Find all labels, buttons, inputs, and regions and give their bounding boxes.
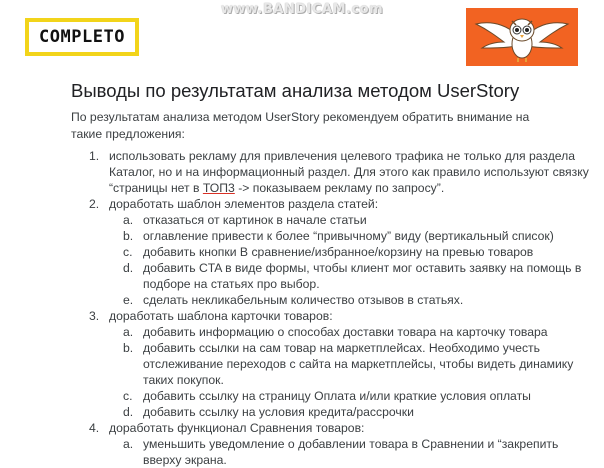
item-number: 3. bbox=[89, 309, 100, 323]
sub-item-letter: c. bbox=[123, 389, 133, 403]
sub-item-letter: a. bbox=[123, 437, 134, 451]
sub-item-text: добавить ссылку на страницу Оплата и/или краткие условия оплаты bbox=[143, 389, 531, 403]
item-text: доработать шаблон элементов раздела статей: bbox=[109, 197, 379, 211]
completo-logo bbox=[25, 18, 139, 56]
sub-item-text: добавить ссылку на условия кредита/рассрочки bbox=[143, 405, 414, 419]
sub-list-item bbox=[71, 436, 591, 468]
sub-list-item bbox=[71, 324, 591, 340]
sub-list-item bbox=[71, 212, 591, 228]
list-item bbox=[71, 196, 591, 212]
sub-item-text: сделать некликабельным количество отзывов в статьях. bbox=[143, 293, 464, 307]
intro-paragraph: По результатам анализа методом UserStory рекомендуем обратить внимание на такие предложения: bbox=[71, 110, 530, 141]
completo-logo-text: COMPLETO bbox=[39, 27, 125, 47]
sub-item-text: добавить информацию о способах доставки товара на карточку товара bbox=[143, 325, 548, 339]
sub-list-item bbox=[71, 340, 591, 388]
sub-item-text: отказаться от картинок в начале статьи bbox=[143, 213, 367, 227]
recommendations-list bbox=[71, 148, 591, 468]
sub-item-letter: d. bbox=[123, 261, 134, 275]
sub-list-item bbox=[71, 292, 591, 308]
list-item bbox=[71, 148, 591, 196]
item-number: 1. bbox=[89, 149, 100, 163]
sub-list-item bbox=[71, 404, 591, 420]
owl-logo bbox=[466, 8, 578, 66]
sub-item-letter: e. bbox=[123, 293, 134, 307]
item-number: 4. bbox=[89, 421, 100, 435]
sub-item-text: добавить CTA в виде формы, чтобы клиент мог оставить заявку на помощь в подборе на статьях про выбор. bbox=[143, 261, 582, 291]
sub-item-text: оглавление привести к более “привычному” виду (вертикальный список) bbox=[143, 229, 554, 243]
sub-list-item bbox=[71, 228, 591, 244]
sub-item-letter: a. bbox=[123, 213, 134, 227]
sub-item-letter: b. bbox=[123, 341, 134, 355]
spellcheck-underlined-word: ТОП3 bbox=[202, 181, 235, 195]
item-text: доработать шаблона карточки товаров: bbox=[109, 309, 333, 323]
list-item bbox=[71, 308, 591, 324]
sub-item-text: добавить ссылки на сам товар на маркетплейсах. Необходимо учесть отслеживание переходов с сайта на маркетплейсы, чтобы видеть динамику таких покупок. bbox=[143, 341, 574, 387]
sub-item-letter: d. bbox=[123, 405, 134, 419]
sub-list-item bbox=[71, 260, 591, 292]
sub-list-item bbox=[71, 388, 591, 404]
item-number: 2. bbox=[89, 197, 100, 211]
page-title: Выводы по результатам анализа методом UserStory bbox=[71, 80, 520, 101]
item-text: использовать рекламу для привлечения целевого трафика не только для раздела Каталог, но и на информационный раздел. Для этого как правило используют связку “страницы нет в bbox=[109, 149, 589, 195]
bandicam-watermark: www.BANDICAM.com bbox=[220, 2, 384, 17]
sub-item-letter: b. bbox=[123, 229, 134, 243]
owl-icon bbox=[466, 8, 578, 66]
item-text: доработать функционал Сравнения товаров: bbox=[109, 421, 365, 435]
sub-item-letter: c. bbox=[123, 245, 133, 259]
sub-item-text: уменьшить уведомление о добавлении товара в Сравнении и “закрепить вверху экрана. bbox=[143, 437, 559, 467]
list-item bbox=[71, 420, 591, 436]
sub-item-text: добавить кнопки В сравнение/избранное/корзину на превью товаров bbox=[143, 245, 534, 259]
sub-item-letter: a. bbox=[123, 325, 134, 339]
item-text-end: -> показываем рекламу по запросу”. bbox=[234, 181, 445, 195]
sub-list-item bbox=[71, 244, 591, 260]
